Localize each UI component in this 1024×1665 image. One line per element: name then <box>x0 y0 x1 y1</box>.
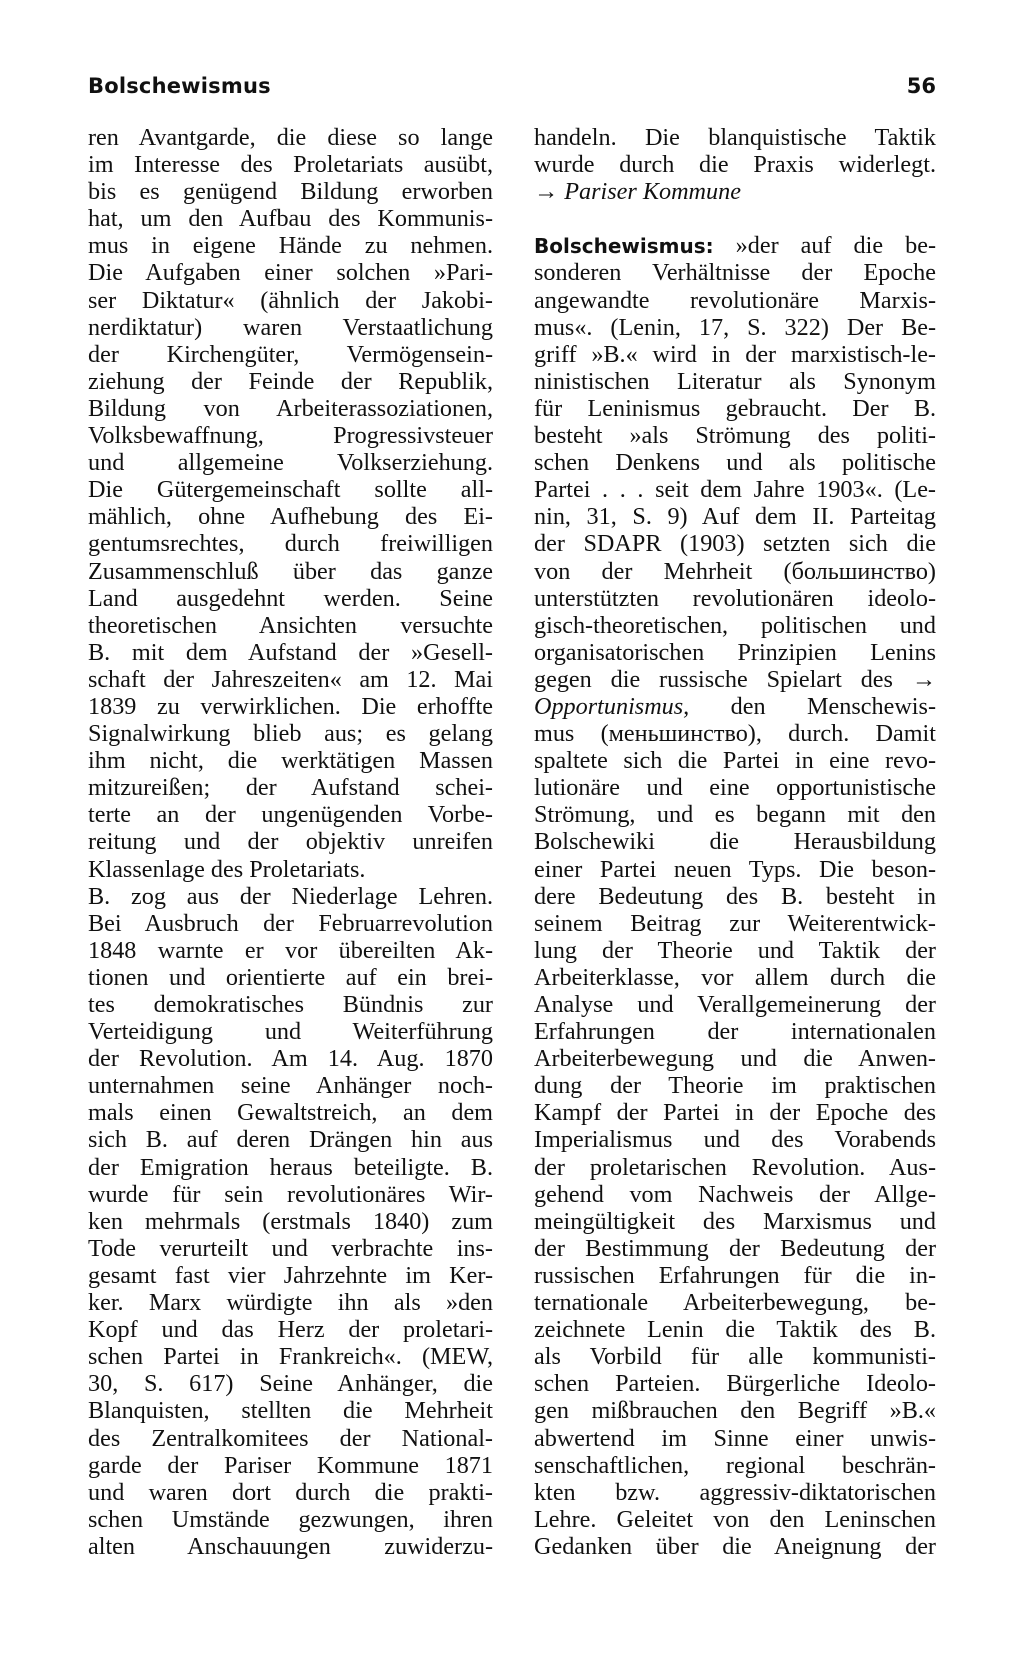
text-line: zeichnete Lenin die Taktik des B. <box>534 1316 936 1344</box>
text-line: ren Avantgarde, die diese so lange <box>88 124 493 151</box>
text-line: 30, S. 617) Seine Anhänger, die <box>88 1370 493 1398</box>
text-line: ker. Marx würdigte ihn als »den <box>88 1289 493 1317</box>
text-line: von der Mehrheit (большинство) <box>534 557 936 585</box>
text-line: des Zentralkomitees der National- <box>88 1424 493 1452</box>
text-line: Die Aufgaben einer solchen »Pari- <box>88 259 493 287</box>
text-line: Arbeiterklasse, vor allem durch die <box>534 963 936 991</box>
paragraph-gap <box>534 205 936 232</box>
text-line: Tode verurteilt und verbrachte ins- <box>88 1234 493 1262</box>
text-line: mals einen Gewaltstreich, an dem <box>88 1099 493 1127</box>
text-line: einer Partei neuen Typs. Die beson- <box>534 855 936 883</box>
text-line: seinem Beitrag zur Weiterentwick- <box>534 909 936 937</box>
text-line: der Bestimmung der Bedeutung der <box>534 1234 936 1262</box>
text-line: schen Partei in Frankreich«. (MEW, <box>88 1343 493 1371</box>
text-line: mählich, ohne Aufhebung des Ei- <box>88 503 493 531</box>
text-line: gen mißbrauchen den Begriff »B.« <box>534 1397 936 1425</box>
text-line: wurde für sein revolutionäres Wir- <box>88 1180 493 1208</box>
text-line: dung der Theorie im praktischen <box>534 1072 936 1100</box>
opportunism-term: Opportunismus, <box>534 692 690 720</box>
text-line: nin, 31, S. 9) Auf dem II. Parteitag <box>534 503 936 531</box>
entry-first-line-text: »der auf die be- <box>735 232 937 260</box>
text-line: schen Parteien. Bürgerliche Ideolo- <box>534 1370 936 1398</box>
text-line: Kampf der Partei in der Epoche des <box>534 1099 936 1127</box>
cross-reference <box>534 178 936 205</box>
text-line: Strömung, und es begann mit den <box>534 801 936 829</box>
text-line: besteht »als Strömung des politi- <box>534 422 936 450</box>
text-line: Bei Ausbruch der Februarrevolution <box>88 909 493 937</box>
text-line: russischen Erfahrungen für die in- <box>534 1261 936 1289</box>
text-line: Analyse und Verallgemeinerung der <box>534 991 936 1018</box>
text-line: 1848 warnte er vor übereilten Ak- <box>88 936 493 964</box>
text-line: ihm nicht, die werktätigen Massen <box>88 747 493 775</box>
text-line: Erfahrungen der internationalen <box>534 1018 936 1046</box>
entry-opportunism-line <box>534 693 936 720</box>
text-line: Lehre. Geleitet von den Leninschen <box>534 1505 936 1533</box>
text-line: gisch-theoretischen, politischen und <box>534 611 936 639</box>
text-line: im Interesse des Proletariats ausübt, <box>88 151 493 179</box>
text-line: meingültigkeit des Marxismus und <box>534 1207 936 1235</box>
text-line: Land ausgedehnt werden. Seine <box>88 584 493 612</box>
text-line: ninistischen Literatur als Synonym <box>534 367 936 395</box>
text-line: alten Anschauungen zuwiderzu- <box>88 1532 493 1560</box>
text-line: organisatorischen Prinzipien Lenins <box>534 638 936 666</box>
text-line: B. mit dem Aufstand der »Gesell- <box>88 638 493 666</box>
text-line: bis es genügend Bildung erworben <box>88 178 493 206</box>
text-line: der Emigration heraus beteiligte. B. <box>88 1153 493 1181</box>
arrow-icon: → <box>534 178 559 206</box>
text-line: gehend vom Nachweis der Allge- <box>534 1180 936 1208</box>
text-line: ternationale Arbeiterbewegung, be- <box>534 1289 936 1317</box>
cross-reference-term: Pariser Kommune <box>564 178 741 206</box>
text-line: senschaftlichen, regional beschrän- <box>534 1451 936 1479</box>
right-column <box>534 124 936 1560</box>
page-number: 56 <box>906 74 936 98</box>
text-line: reitung und der objektiv unreifen <box>88 828 493 856</box>
text-line: mus (меньшинство), durch. Damit <box>534 720 936 748</box>
text-line: Gedanken über die Aneignung der <box>534 1532 936 1560</box>
text-line: schen Umstände gezwungen, ihren <box>88 1505 493 1533</box>
opportunism-rest: den Menschewis- <box>730 692 936 720</box>
text-line: lutionäre und eine opportunistische <box>534 774 936 802</box>
text-line: tionen und orientierte auf ein brei- <box>88 963 493 991</box>
text-line: mus in eigene Hände zu nehmen. <box>88 232 493 260</box>
text-line: der proletarischen Revolution. Aus- <box>534 1153 936 1181</box>
text-line: wurde durch die Praxis widerlegt. <box>534 151 936 179</box>
text-line: schen Denkens und als politische <box>534 449 936 477</box>
entry-arrow-line-text: gegen die russische Spielart des <box>534 665 893 693</box>
text-line: Bolschewiki die Herausbildung <box>534 828 936 856</box>
entry-headline-line <box>534 232 936 259</box>
text-line: ziehung der Feinde der Republik, <box>88 367 493 395</box>
text-line: dere Bedeutung des B. besteht in <box>534 882 936 910</box>
text-line: für Leninismus gebraucht. Der B. <box>534 394 936 422</box>
text-line: mitzureißen; der Aufstand schei- <box>88 774 493 802</box>
text-line: Imperialismus und des Vorabends <box>534 1126 936 1154</box>
text-line: der Revolution. Am 14. Aug. 1870 <box>88 1045 493 1073</box>
text-line: Die Gütergemeinschaft sollte all- <box>88 476 493 504</box>
text-line: unternahmen seine Anhänger noch- <box>88 1072 493 1100</box>
left-column <box>88 124 493 1560</box>
text-line: lung der Theorie und Taktik der <box>534 936 936 964</box>
text-line: ser Diktatur« (ähnlich der Jakobi- <box>88 286 493 314</box>
text-line: Volksbewaffnung, Progressivsteuer <box>88 422 493 450</box>
text-line: theoretischen Ansichten versuchte <box>88 611 493 639</box>
text-line: als Vorbild für alle kommunisti- <box>534 1343 936 1371</box>
arrow-icon: → <box>911 665 936 693</box>
text-line: und allgemeine Volkserziehung. <box>88 449 493 477</box>
text-line: ken mehrmals (erstmals 1840) zum <box>88 1207 493 1235</box>
text-line: der SDAPR (1903) setzten sich die <box>534 530 936 558</box>
text-line: B. zog aus der Niederlage Lehren. <box>88 882 493 910</box>
text-line: garde der Pariser Kommune 1871 <box>88 1451 493 1479</box>
text-line: und waren dort durch die prakti- <box>88 1478 493 1506</box>
right-column-continuation <box>534 124 936 178</box>
text-line: Arbeiterbewegung und die Anwen- <box>534 1045 936 1073</box>
text-line: mus«. (Lenin, 17, S. 322) Der Be- <box>534 313 936 341</box>
text-line: Blanquisten, stellten die Mehrheit <box>88 1397 493 1425</box>
text-line: unterstützten revolutionären ideolo- <box>534 584 936 612</box>
text-line: gentumsrechtes, durch freiwilligen <box>88 530 493 558</box>
text-line: spaltete sich die Partei in eine revo- <box>534 747 936 775</box>
text-line: Signalwirkung blieb aus; es gelang <box>88 720 493 748</box>
text-line: Klassenlage des Proletariats. <box>88 855 366 883</box>
entry-text-part-2 <box>534 720 936 1560</box>
text-line: Kopf und das Herz der proletari- <box>88 1316 493 1344</box>
text-line: gesamt fast vier Jahrzehnte im Ker- <box>88 1261 493 1289</box>
text-line: 1839 zu verwirklichen. Die erhoffte <box>88 692 493 720</box>
running-head-title: Bolschewismus <box>88 74 271 98</box>
text-line: Zusammenschluß über das ganze <box>88 557 493 585</box>
text-line: nerdiktatur) waren Verstaatlichung <box>88 313 493 341</box>
text-line: handeln. Die blanquistische Taktik <box>534 124 936 151</box>
entry-text-part-1 <box>534 259 936 665</box>
text-line: hat, um den Aufbau des Kommunis- <box>88 205 493 233</box>
text-line: tes demokratisches Bündnis zur <box>88 991 493 1018</box>
text-line: Bildung von Arbeiterassoziationen, <box>88 394 493 422</box>
text-line: Partei . . . seit dem Jahre 1903«. (Le- <box>534 476 936 504</box>
text-line: abwertend im Sinne einer unwis- <box>534 1424 936 1452</box>
text-line: terte an der ungenügenden Vorbe- <box>88 801 493 829</box>
text-line: kten bzw. aggressiv-diktatorischen <box>534 1478 936 1506</box>
text-line: griff »B.« wird in der marxistisch-le- <box>534 340 936 368</box>
text-line: sich B. auf deren Drängen hin aus <box>88 1126 493 1154</box>
text-line: der Kirchengüter, Vermögensein- <box>88 340 493 368</box>
text-line: schaft der Jahreszeiten« am 12. Mai <box>88 665 493 693</box>
entry-arrow-line <box>534 666 936 693</box>
running-head <box>88 74 936 106</box>
text-line: sonderen Verhältnisse der Epoche <box>534 259 936 287</box>
text-line: angewandte revolutionäre Marxis- <box>534 286 936 314</box>
text-line: Verteidigung und Weiterführung <box>88 1018 493 1046</box>
entry-keyword: Bolschewismus: <box>534 234 714 259</box>
